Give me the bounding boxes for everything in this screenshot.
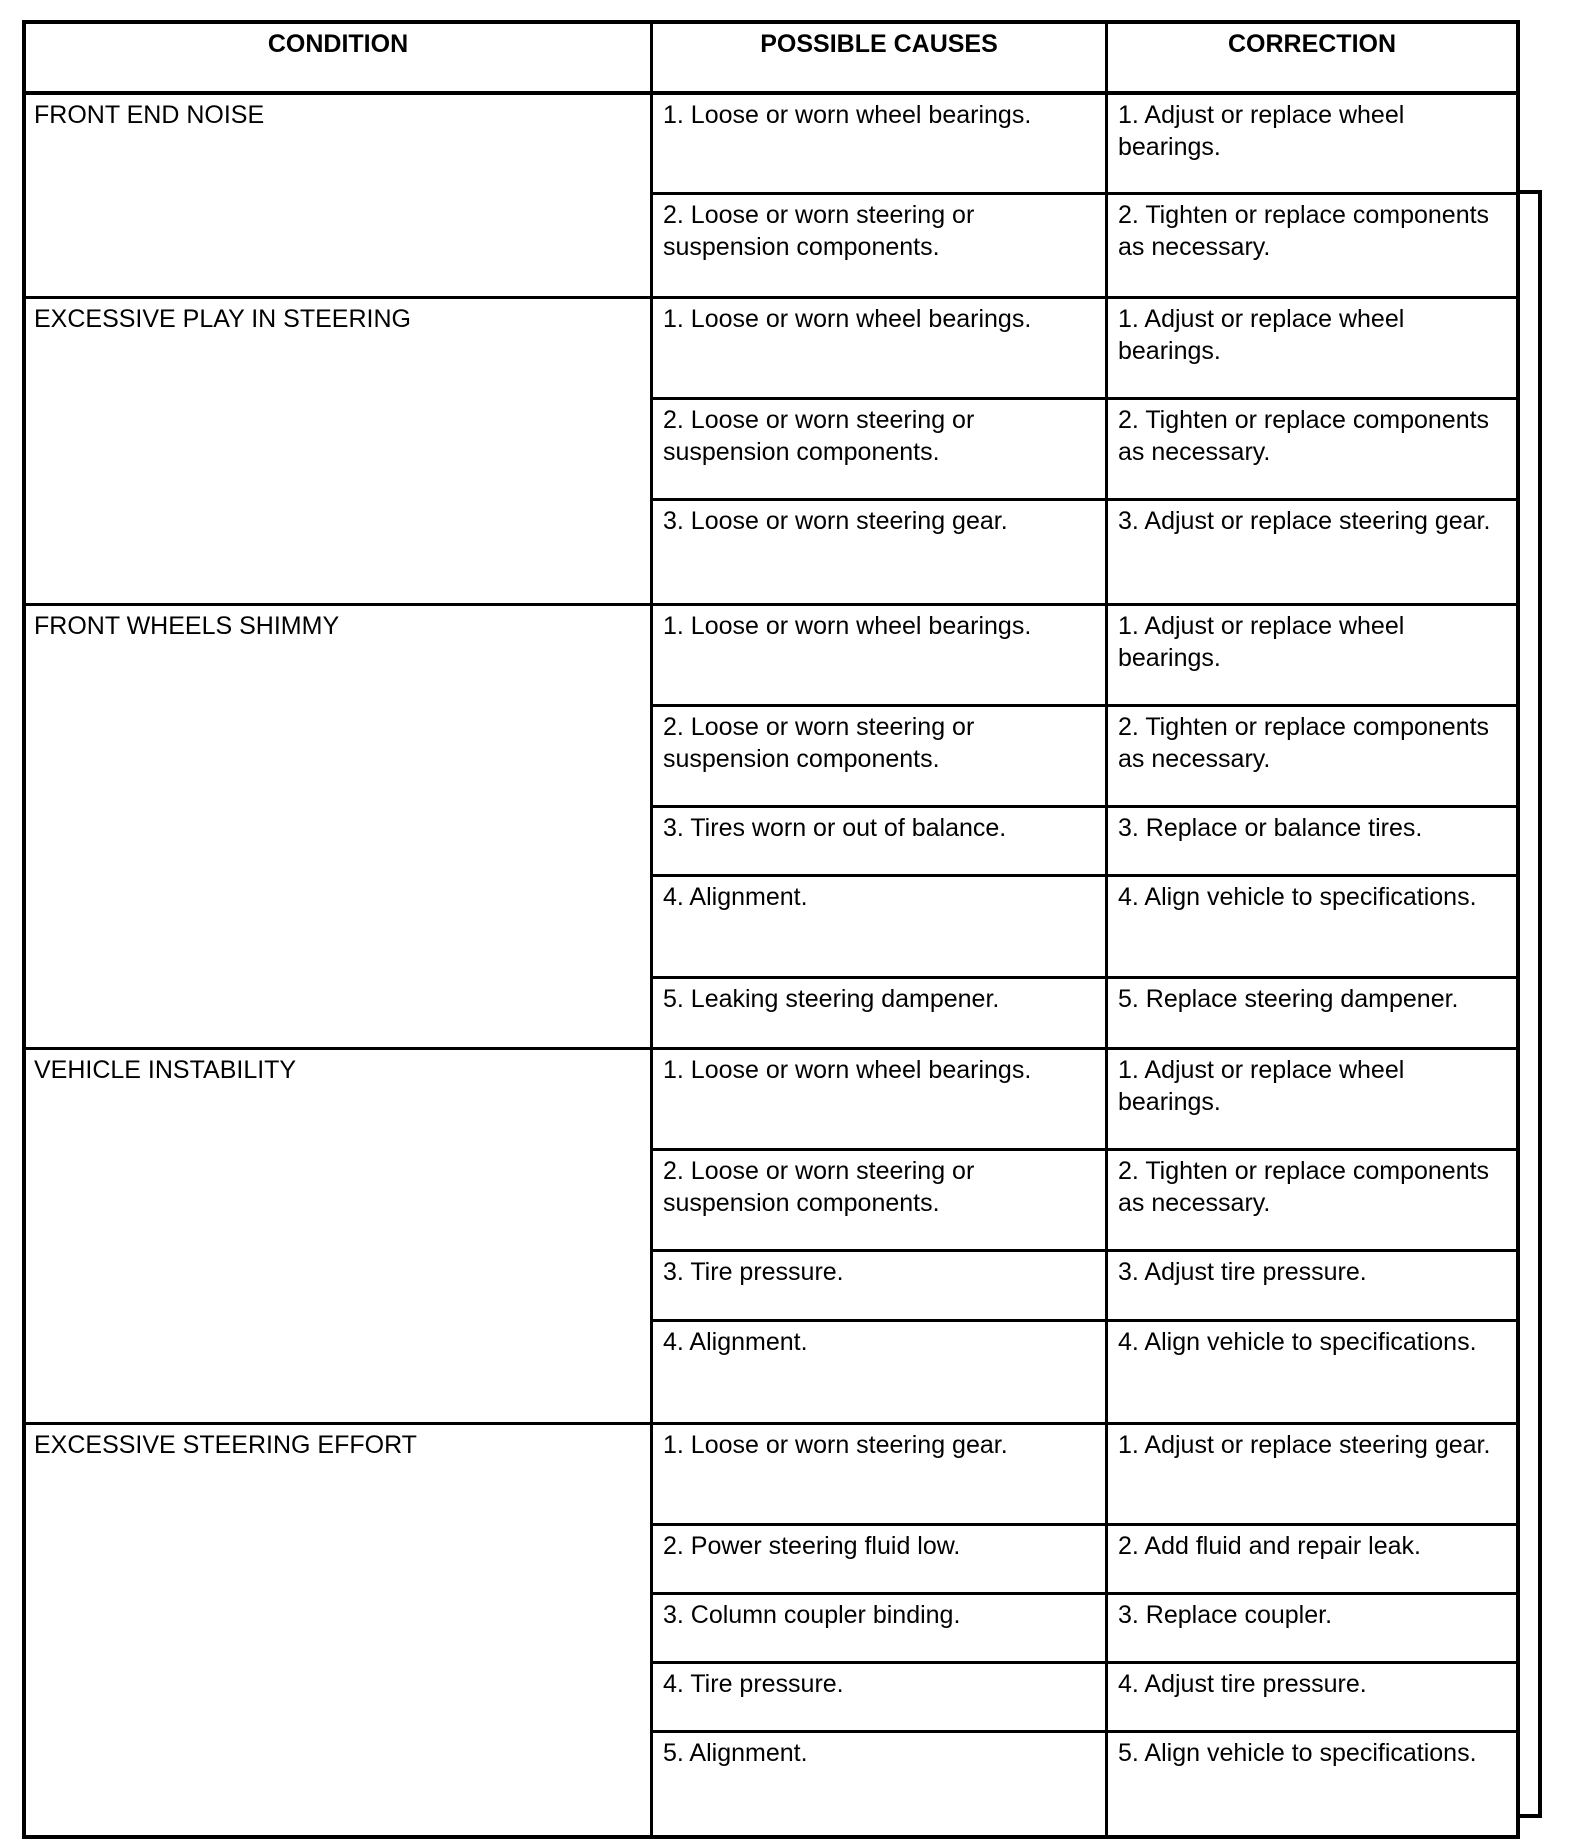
correction-cell: 2. Tighten or replace components as necessary. <box>1118 1157 1490 1217</box>
table-row <box>653 1595 1516 1664</box>
table-row <box>653 1050 1516 1151</box>
table-row <box>653 1322 1516 1422</box>
cause-cell: 2. Loose or worn steering or suspension components. <box>653 195 1108 296</box>
table-row <box>653 1425 1516 1526</box>
condition-cell: FRONT WHEELS SHIMMY <box>26 606 653 1047</box>
header-possible-causes: POSSIBLE CAUSES <box>653 24 1108 91</box>
correction-cell: 1. Adjust or replace wheel bearings. <box>1118 101 1405 161</box>
cause-cell: 3. Loose or worn steering gear. <box>653 501 1108 603</box>
cause-cell: 5. Alignment. <box>653 1733 1108 1835</box>
cause-cell: 2. Power steering fluid low. <box>653 1526 1108 1592</box>
condition-cell: EXCESSIVE PLAY IN STEERING <box>26 299 653 603</box>
condition-group <box>26 95 1516 299</box>
table-row <box>653 877 1516 979</box>
cause-cell: 1. Loose or worn wheel bearings. <box>653 1050 1108 1148</box>
correction-cell: 4. Adjust tire pressure. <box>1118 1670 1367 1698</box>
correction-cell: 2. Tighten or replace components as necessary. <box>1118 406 1490 466</box>
correction-cell: 3. Adjust tire pressure. <box>1118 1258 1367 1286</box>
header-condition: CONDITION <box>26 24 653 91</box>
correction-cell: 5. Replace steering dampener. <box>1118 985 1459 1013</box>
header-correction: CORRECTION <box>1227 30 1397 58</box>
cause-cell: 3. Column coupler binding. <box>653 1595 1108 1661</box>
cause-cell: 1. Loose or worn wheel bearings. <box>653 606 1108 704</box>
correction-cell: 2. Tighten or replace components as necessary. <box>1118 201 1490 261</box>
correction-cell: 1. Adjust or replace wheel bearings. <box>1118 1056 1405 1116</box>
correction-cell: 1. Adjust or replace wheel bearings. <box>1118 612 1405 672</box>
cause-rows <box>653 1425 1516 1835</box>
correction-cell: 2. Tighten or replace components as necessary. <box>1118 713 1490 773</box>
cause-cell: 1. Loose or worn wheel bearings. <box>653 95 1108 192</box>
cause-cell: 4. Tire pressure. <box>653 1664 1108 1730</box>
table-row <box>653 95 1516 195</box>
condition-group <box>26 1050 1516 1425</box>
table-row <box>653 400 1516 501</box>
condition-group <box>26 606 1516 1050</box>
table-header <box>26 24 1516 95</box>
table-row <box>653 1151 1516 1252</box>
cause-cell: 3. Tires worn or out of balance. <box>653 808 1108 874</box>
correction-cell: 2. Add fluid and repair leak. <box>1118 1532 1421 1560</box>
table-row <box>653 1733 1516 1835</box>
correction-cell: 5. Align vehicle to specifications. <box>1118 1739 1477 1767</box>
correction-cell: 3. Replace or balance tires. <box>1118 814 1423 842</box>
table-right-border <box>1520 190 1542 1818</box>
table-row <box>653 501 1516 603</box>
condition-cell: VEHICLE INSTABILITY <box>26 1050 653 1422</box>
cause-cell: 4. Alignment. <box>653 877 1108 976</box>
table-body <box>26 95 1516 1835</box>
table-row <box>653 195 1516 296</box>
cause-rows <box>653 299 1516 603</box>
cause-cell: 2. Loose or worn steering or suspension components. <box>653 707 1108 805</box>
cause-cell: 5. Leaking steering dampener. <box>653 979 1108 1047</box>
condition-cell: FRONT END NOISE <box>26 95 653 296</box>
condition-group <box>26 299 1516 606</box>
cause-rows <box>653 95 1516 296</box>
table-row <box>653 979 1516 1047</box>
table-row <box>653 1526 1516 1595</box>
correction-cell: 1. Adjust or replace steering gear. <box>1118 1431 1491 1459</box>
table-row <box>653 707 1516 808</box>
cause-cell: 2. Loose or worn steering or suspension components. <box>653 400 1108 498</box>
cause-cell: 3. Tire pressure. <box>653 1252 1108 1319</box>
cause-rows <box>653 1050 1516 1422</box>
cause-cell: 4. Alignment. <box>653 1322 1108 1422</box>
correction-cell: 3. Adjust or replace steering gear. <box>1118 507 1491 535</box>
condition-cell: EXCESSIVE STEERING EFFORT <box>26 1425 653 1835</box>
table-row <box>653 1252 1516 1322</box>
condition-group <box>26 1425 1516 1835</box>
table-row <box>653 1664 1516 1733</box>
correction-cell: 3. Replace coupler. <box>1118 1601 1333 1629</box>
correction-cell: 1. Adjust or replace wheel bearings. <box>1118 305 1405 365</box>
cause-cell: 1. Loose or worn wheel bearings. <box>653 299 1108 397</box>
cause-cell: 1. Loose or worn steering gear. <box>653 1425 1108 1523</box>
table-row <box>653 299 1516 400</box>
table-row <box>653 606 1516 707</box>
table-row <box>653 808 1516 877</box>
cause-cell: 2. Loose or worn steering or suspension components. <box>653 1151 1108 1249</box>
correction-cell: 4. Align vehicle to specifications. <box>1118 883 1477 911</box>
correction-cell: 4. Align vehicle to specifications. <box>1118 1328 1477 1356</box>
cause-rows <box>653 606 1516 1047</box>
diagnosis-table <box>22 20 1520 1839</box>
